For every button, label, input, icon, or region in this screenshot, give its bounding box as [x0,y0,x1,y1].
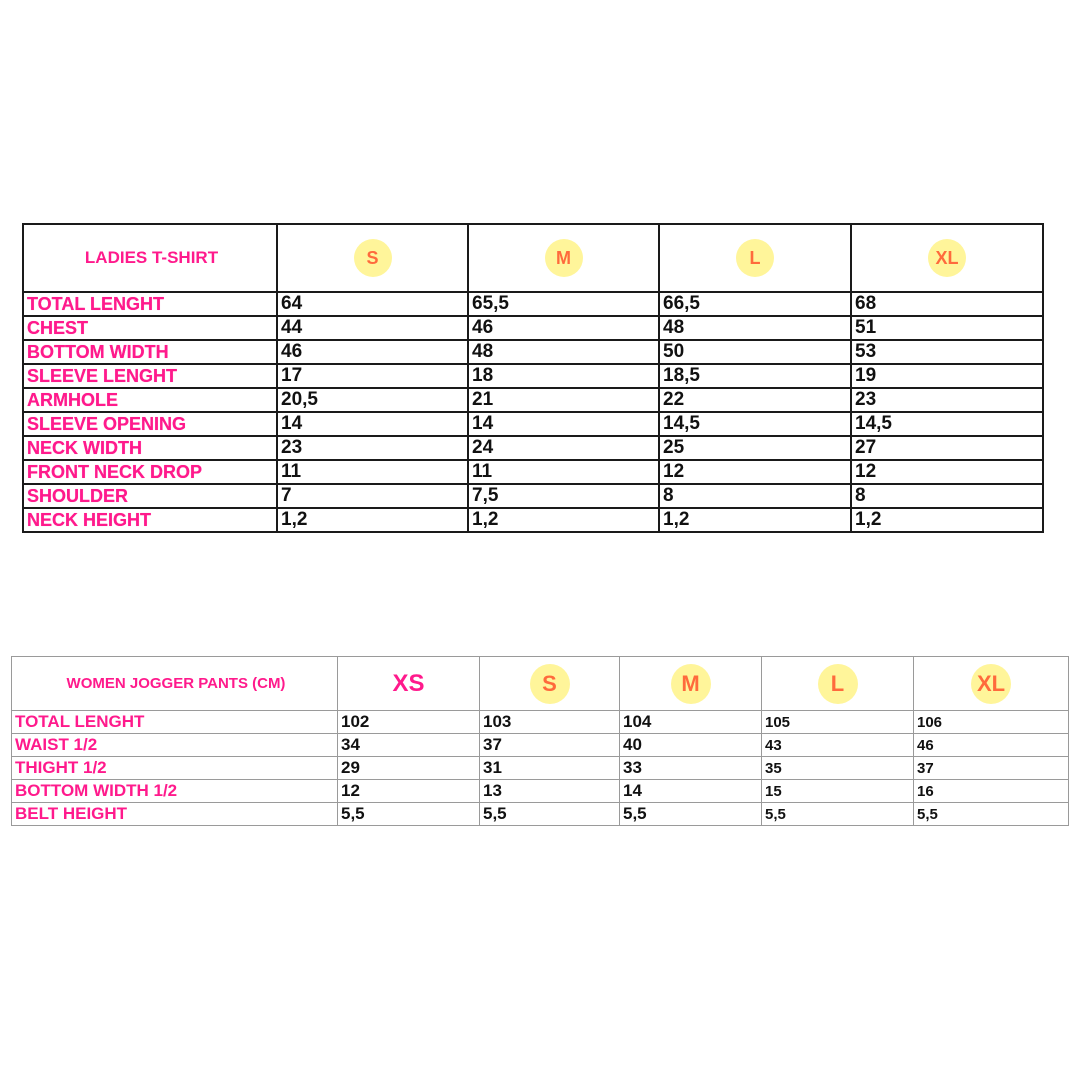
cell-value: 19 [851,364,1043,388]
cell-value: 24 [468,436,659,460]
table-row [23,388,1043,412]
table-row [23,508,1043,532]
cell-value: 51 [851,316,1043,340]
size-header-xs [338,657,480,711]
row-label: BOTTOM WIDTH 1/2 [12,780,338,803]
cell-value: 14,5 [659,412,851,436]
cell-value: 14 [277,412,468,436]
cell-value: 8 [851,484,1043,508]
cell-value: 1,2 [277,508,468,532]
cell-value: 18,5 [659,364,851,388]
cell-value: 104 [620,711,762,734]
table-row [12,711,1069,734]
table-row [23,340,1043,364]
table-row [23,460,1043,484]
size-header-m [468,224,659,292]
cell-value: 23 [277,436,468,460]
cell-value: 68 [851,292,1043,316]
size-badge: M [545,239,583,277]
size-header-xl [914,657,1069,711]
cell-value: 11 [468,460,659,484]
cell-value: 5,5 [620,803,762,826]
cell-value: 7,5 [468,484,659,508]
cell-value: 34 [338,734,480,757]
row-label: FRONT NECK DROP [23,460,277,484]
row-label: SHOULDER [23,484,277,508]
size-badge: XL [971,664,1011,704]
table-title: WOMEN JOGGER PANTS (CM) [12,657,338,711]
size-header-l [659,224,851,292]
row-label: THIGHT 1/2 [12,757,338,780]
row-label: SLEEVE LENGHT [23,364,277,388]
cell-value: 48 [468,340,659,364]
cell-value: 29 [338,757,480,780]
table-row [12,734,1069,757]
cell-value: 46 [914,734,1069,757]
row-label: WAIST 1/2 [12,734,338,757]
cell-value: 12 [851,460,1043,484]
size-badge: XL [928,239,966,277]
cell-value: 25 [659,436,851,460]
cell-value: 23 [851,388,1043,412]
cell-value: 65,5 [468,292,659,316]
size-header-l [762,657,914,711]
cell-value: 27 [851,436,1043,460]
cell-value: 53 [851,340,1043,364]
cell-value: 16 [914,780,1069,803]
row-label: CHEST [23,316,277,340]
cell-value: 37 [914,757,1069,780]
table-row [23,412,1043,436]
size-header-s [480,657,620,711]
women-jogger-pants-size-table [11,656,1069,826]
cell-value: 46 [277,340,468,364]
cell-value: 14,5 [851,412,1043,436]
table-row [23,484,1043,508]
cell-value: 15 [762,780,914,803]
row-label: NECK HEIGHT [23,508,277,532]
cell-value: 33 [620,757,762,780]
cell-value: 105 [762,711,914,734]
cell-value: 5,5 [338,803,480,826]
size-header-xl [851,224,1043,292]
row-label: BELT HEIGHT [12,803,338,826]
cell-value: 5,5 [914,803,1069,826]
row-label: ARMHOLE [23,388,277,412]
cell-value: 11 [277,460,468,484]
cell-value: 102 [338,711,480,734]
cell-value: 31 [480,757,620,780]
row-label: SLEEVE OPENING [23,412,277,436]
cell-value: 37 [480,734,620,757]
cell-value: 17 [277,364,468,388]
cell-value: 7 [277,484,468,508]
row-label: BOTTOM WIDTH [23,340,277,364]
size-badge: L [818,664,858,704]
cell-value: 12 [338,780,480,803]
cell-value: 44 [277,316,468,340]
cell-value: 48 [659,316,851,340]
table-row [23,364,1043,388]
table-header-row [12,657,1069,711]
cell-value: 1,2 [468,508,659,532]
cell-value: 5,5 [480,803,620,826]
cell-value: 12 [659,460,851,484]
cell-value: 40 [620,734,762,757]
size-badge: L [736,239,774,277]
cell-value: 103 [480,711,620,734]
row-label: TOTAL LENGHT [12,711,338,734]
cell-value: 14 [468,412,659,436]
table-row [12,757,1069,780]
row-label: TOTAL LENGHT [23,292,277,316]
cell-value: 20,5 [277,388,468,412]
cell-value: 1,2 [659,508,851,532]
cell-value: 21 [468,388,659,412]
cell-value: 8 [659,484,851,508]
cell-value: 14 [620,780,762,803]
cell-value: 106 [914,711,1069,734]
cell-value: 22 [659,388,851,412]
cell-value: 43 [762,734,914,757]
cell-value: 5,5 [762,803,914,826]
table-row [23,316,1043,340]
cell-value: 46 [468,316,659,340]
row-label: NECK WIDTH [23,436,277,460]
cell-value: 13 [480,780,620,803]
cell-value: 1,2 [851,508,1043,532]
size-header-s [277,224,468,292]
table-row [23,436,1043,460]
cell-value: 50 [659,340,851,364]
cell-value: 35 [762,757,914,780]
cell-value: 66,5 [659,292,851,316]
table-row [12,803,1069,826]
size-badge: M [671,664,711,704]
ladies-tshirt-size-table [22,223,1044,533]
cell-value: 18 [468,364,659,388]
table-header-row [23,224,1043,292]
cell-value: 64 [277,292,468,316]
table-title: LADIES T-SHIRT [23,224,277,292]
size-badge: S [354,239,392,277]
size-label: XS [392,669,425,697]
table-row [12,780,1069,803]
size-header-m [620,657,762,711]
size-badge: S [530,664,570,704]
table-row [23,292,1043,316]
